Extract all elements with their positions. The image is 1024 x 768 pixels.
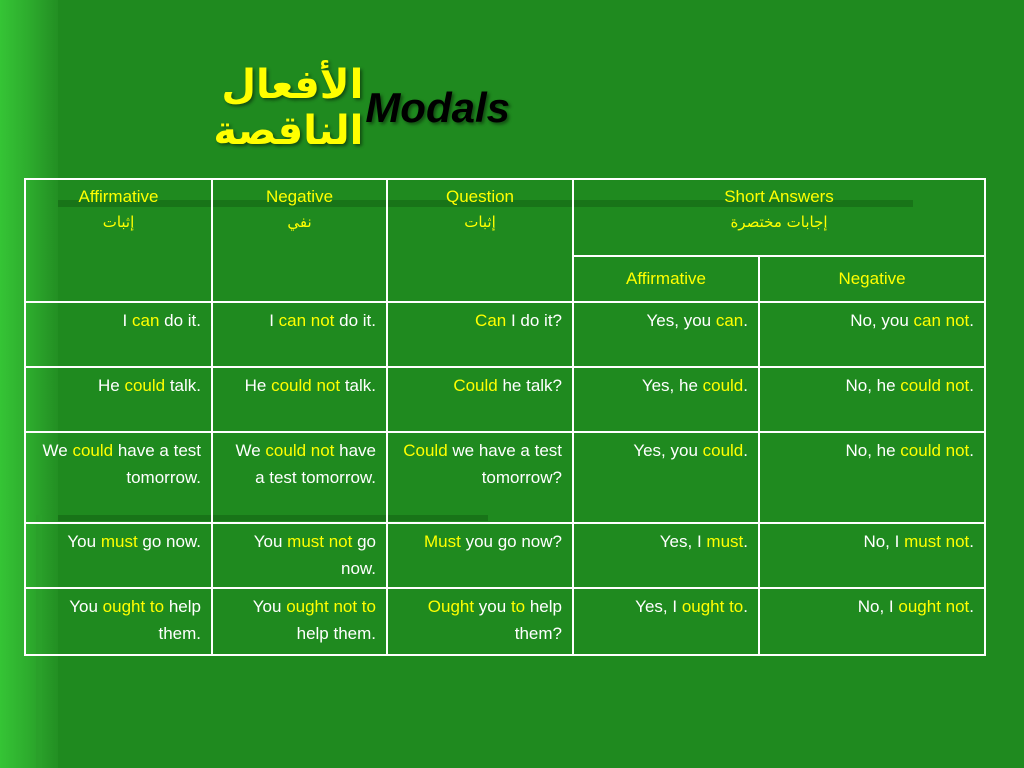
header-question-arabic: إثبات	[464, 213, 496, 231]
cell-text: No, he	[845, 441, 901, 460]
title-arabic: الأفعال الناقصة	[213, 62, 364, 154]
cell-text: help them.	[296, 624, 376, 643]
header-affirmative-label: Affirmative	[78, 187, 159, 206]
modal-verb: to	[510, 597, 526, 616]
cell-sa-neg	[759, 432, 985, 523]
modal-verb: could	[72, 441, 114, 460]
cell-aff	[25, 302, 212, 367]
cell-text: do it.	[334, 311, 376, 330]
cell-text: .	[743, 597, 748, 616]
slide-title	[60, 62, 510, 154]
modal-verb: can	[131, 311, 160, 330]
cell-text: do it.	[159, 311, 201, 330]
cell-q	[387, 523, 573, 588]
cell-text: go now.	[137, 532, 201, 551]
cell-text: No, he	[845, 376, 901, 395]
table-row	[25, 302, 985, 367]
modal-verb: Could	[403, 441, 448, 460]
cell-text: I	[269, 311, 279, 330]
subheader-negative: Negative	[759, 256, 985, 302]
modal-verb: Can	[475, 311, 507, 330]
cell-text: you go now?	[460, 532, 562, 551]
cell-text: No, I	[857, 597, 899, 616]
subheader-affirmative: Affirmative	[573, 256, 759, 302]
cell-text: we have a test tomorrow?	[447, 441, 562, 487]
cell-text: .	[743, 311, 748, 330]
modal-verb: must not	[904, 532, 970, 551]
cell-aff	[25, 367, 212, 432]
cell-sa-neg	[759, 523, 985, 588]
cell-sa-aff	[573, 432, 759, 523]
cell-text: have a test tomorrow.	[113, 441, 201, 487]
cell-q	[387, 302, 573, 367]
cell-text: you	[474, 597, 511, 616]
cell-text: You	[252, 597, 287, 616]
cell-neg	[212, 432, 387, 523]
cell-sa-aff	[573, 367, 759, 432]
header-question	[387, 179, 573, 302]
cell-text: help them?	[514, 597, 562, 643]
cell-text: Yes, I	[635, 597, 682, 616]
cell-q	[387, 588, 573, 655]
cell-text: help them.	[158, 597, 201, 643]
cell-text: .	[969, 597, 975, 616]
header-negative	[212, 179, 387, 302]
modal-verb: ought not	[898, 597, 970, 616]
cell-text: .	[969, 376, 975, 395]
title-english: Modals	[365, 84, 510, 131]
cell-text: .	[969, 311, 975, 330]
cell-text: .	[743, 376, 748, 395]
cell-text: No, you	[850, 311, 914, 330]
cell-sa-neg	[759, 302, 985, 367]
header-short-answers-label: Short Answers	[724, 187, 834, 206]
cell-text: He	[97, 376, 125, 395]
cell-text: Yes, I	[659, 532, 707, 551]
modal-verb: ought to	[681, 597, 744, 616]
modal-verb: could not	[271, 376, 341, 395]
modal-verb: could	[702, 441, 744, 460]
cell-sa-aff	[573, 523, 759, 588]
cell-text: I	[122, 311, 132, 330]
cell-aff	[25, 523, 212, 588]
header-negative-label: Negative	[265, 187, 334, 206]
cell-text: You	[253, 532, 288, 551]
cell-text: Yes, he	[641, 376, 703, 395]
modal-verb: Could	[453, 376, 498, 395]
modal-verb: can not	[278, 311, 335, 330]
header-short-answers-arabic: إجابات مختصرة	[730, 213, 828, 231]
cell-sa-aff	[573, 588, 759, 655]
header-affirmative-arabic: إثبات	[102, 213, 135, 231]
modal-verb: could not	[265, 441, 335, 460]
modal-verb: can	[715, 311, 744, 330]
cell-neg	[212, 588, 387, 655]
header-question-label: Question	[445, 187, 515, 206]
modal-verb: must	[100, 532, 138, 551]
cell-text: .	[969, 441, 975, 460]
cell-text: go now.	[341, 532, 376, 578]
table-row	[25, 588, 985, 655]
cell-text: .	[743, 441, 748, 460]
header-negative-arabic: نفي	[287, 213, 312, 231]
modal-verb: ought to	[102, 597, 165, 616]
modal-verb: could not	[900, 376, 970, 395]
cell-sa-aff	[573, 302, 759, 367]
header-row	[25, 179, 985, 256]
cell-text: talk.	[165, 376, 201, 395]
modal-verb: Ought	[427, 597, 475, 616]
cell-neg	[212, 302, 387, 367]
header-short-answers	[573, 179, 985, 256]
cell-text: We	[235, 441, 266, 460]
cell-text: You	[69, 597, 103, 616]
cell-text: He	[244, 376, 272, 395]
modal-verb: must not	[287, 532, 353, 551]
cell-text: We	[42, 441, 73, 460]
modal-verb: Must	[424, 532, 461, 551]
cell-text: You	[67, 532, 101, 551]
cell-text: No, I	[863, 532, 905, 551]
cell-q	[387, 367, 573, 432]
cell-text: .	[969, 532, 975, 551]
modal-verb: ought not to	[286, 597, 376, 616]
cell-text: Yes, you	[646, 311, 716, 330]
header-affirmative	[25, 179, 212, 302]
modal-verb: can not	[913, 311, 970, 330]
cell-text: Yes, you	[633, 441, 703, 460]
cell-neg	[212, 367, 387, 432]
modal-verb: could not	[900, 441, 970, 460]
table-row	[25, 432, 985, 523]
cell-text: .	[743, 532, 748, 551]
table-row	[25, 367, 985, 432]
cell-aff	[25, 432, 212, 523]
modal-verb: could	[124, 376, 166, 395]
modals-table	[24, 178, 986, 656]
table-row	[25, 523, 985, 588]
modal-verb: could	[702, 376, 744, 395]
modal-verb: must	[706, 532, 744, 551]
cell-text: he talk?	[497, 376, 562, 395]
cell-aff	[25, 588, 212, 655]
cell-text: talk.	[340, 376, 376, 395]
cell-text: I do it?	[506, 311, 562, 330]
cell-sa-neg	[759, 367, 985, 432]
cell-sa-neg	[759, 588, 985, 655]
cell-neg	[212, 523, 387, 588]
cell-text: have a test tomorrow.	[255, 441, 376, 487]
cell-q	[387, 432, 573, 523]
